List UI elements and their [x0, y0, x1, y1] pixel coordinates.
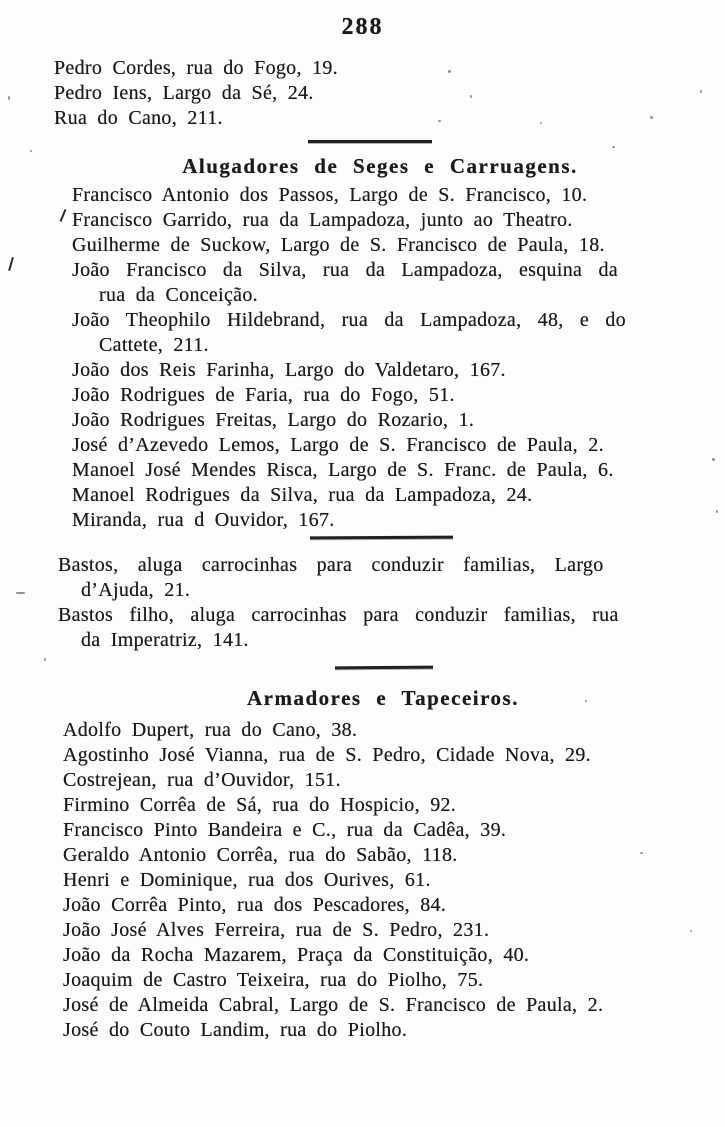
scan-speck	[716, 510, 718, 513]
entry-line: João dos Reis Farinha, Largo do Valdetaro, 167.	[72, 359, 506, 381]
scan-speck	[30, 150, 32, 152]
entry-line: Bastos filho, aluga carrocinhas para conduzir familias, rua	[58, 604, 619, 626]
entry-continuation-line: d’Ajuda, 21.	[81, 579, 191, 601]
entry-line: Geraldo Antonio Corrêa, rua do Sabão, 118.	[63, 844, 458, 866]
entry-line: João Rodrigues Freitas, Largo do Rozario, 1.	[72, 409, 475, 431]
entry-line: João José Alves Ferreira, rua de S. Pedro, 231.	[63, 919, 490, 941]
scan-speck	[650, 116, 653, 119]
scan-speck	[448, 70, 451, 73]
scan-speck	[540, 122, 542, 124]
entry-line: Francisco Pinto Bandeira e C., rua da Cadêa, 39.	[63, 819, 507, 841]
scan-speck	[44, 658, 46, 661]
intro-entries	[54, 56, 338, 131]
entry-line: João Theophilo Hildebrand, rua da Lampadoza, 48, e do	[72, 309, 626, 331]
entry-line: José d’Azevedo Lemos, Largo de S. Francisco de Paula, 2.	[72, 434, 604, 456]
entry-line: João Corrêa Pinto, rua dos Pescadores, 84.	[63, 894, 447, 916]
section1-entries	[72, 183, 626, 533]
scan-speck	[438, 120, 441, 122]
page-number: 288	[341, 14, 384, 40]
entry-line: João Rodrigues de Faria, rua do Fogo, 51.	[72, 384, 455, 406]
entry-line: José do Couto Landim, rua do Piolho.	[63, 1019, 408, 1041]
scan-speck	[470, 95, 472, 98]
entry-line: Francisco Garrido, rua da Lampadoza, junto ao Theatro.	[72, 209, 573, 231]
scan-speck	[585, 700, 587, 702]
section2-entries	[63, 718, 603, 1043]
entry-line: Adolfo Dupert, rua do Cano, 38.	[63, 719, 358, 741]
entry-line: Manoel Rodrigues da Silva, rua da Lampadoza, 24.	[72, 484, 533, 506]
scan-speck	[700, 90, 702, 93]
scan-speck	[16, 592, 25, 594]
ink-slash-mark	[8, 257, 14, 271]
entry-line: Agostinho José Vianna, rua de S. Pedro, Cidade Nova, 29.	[63, 744, 591, 766]
ink-slash-mark	[60, 209, 67, 222]
entry-continuation-line: Cattete, 211.	[99, 334, 209, 356]
entry-continuation-line: da Imperatriz, 141.	[81, 629, 249, 651]
entry-line: João Francisco da Silva, rua da Lampadoza, esquina da	[72, 259, 618, 281]
scan-speck	[640, 852, 643, 854]
entry-line: Pedro Iens, Largo da Sé, 24.	[54, 82, 314, 104]
entry-line: João da Rocha Mazarem, Praça da Constituição, 40.	[63, 944, 530, 966]
entry-line: Henri e Dominique, rua dos Ourives, 61.	[63, 869, 431, 891]
section2-title: Armadores e Tapeceiros.	[247, 686, 519, 710]
entry-line: Bastos, aluga carrocinhas para conduzir familias, Largo	[58, 554, 604, 576]
scan-speck	[712, 458, 715, 461]
entry-line: Firmino Corrêa de Sá, rua do Hospicio, 92.	[63, 794, 457, 816]
entry-line: Pedro Cordes, rua do Fogo, 19.	[54, 57, 338, 79]
entry-line: Joaquim de Castro Teixeira, rua do Piolho, 75.	[63, 969, 484, 991]
entry-line: Guilherme de Suckow, Largo de S. Francisco de Paula, 18.	[72, 234, 605, 256]
entry-line: Miranda, rua d Ouvidor, 167.	[72, 509, 335, 531]
entry-line: José de Almeida Cabral, Largo de S. Francisco de Paula, 2.	[63, 994, 604, 1016]
scan-speck	[612, 146, 615, 148]
entry-line: Rua do Cano, 211.	[54, 107, 223, 129]
entry-line: Manoel José Mendes Risca, Largo de S. Franc. de Paula, 6.	[72, 459, 614, 481]
section-divider-rule	[335, 666, 433, 670]
scan-speck	[8, 96, 10, 100]
scan-speck	[690, 930, 692, 932]
section1-title: Alugadores de Seges e Carruagens.	[182, 154, 578, 178]
section-divider-rule	[308, 140, 432, 143]
section-divider-rule	[310, 536, 453, 540]
entry-line: Costrejean, rua d’Ouvidor, 151.	[63, 769, 341, 791]
notes-entries	[58, 553, 619, 653]
entry-continuation-line: rua da Conceição.	[99, 284, 258, 306]
entry-line: Francisco Antonio dos Passos, Largo de S. Francisco, 10.	[72, 184, 588, 206]
